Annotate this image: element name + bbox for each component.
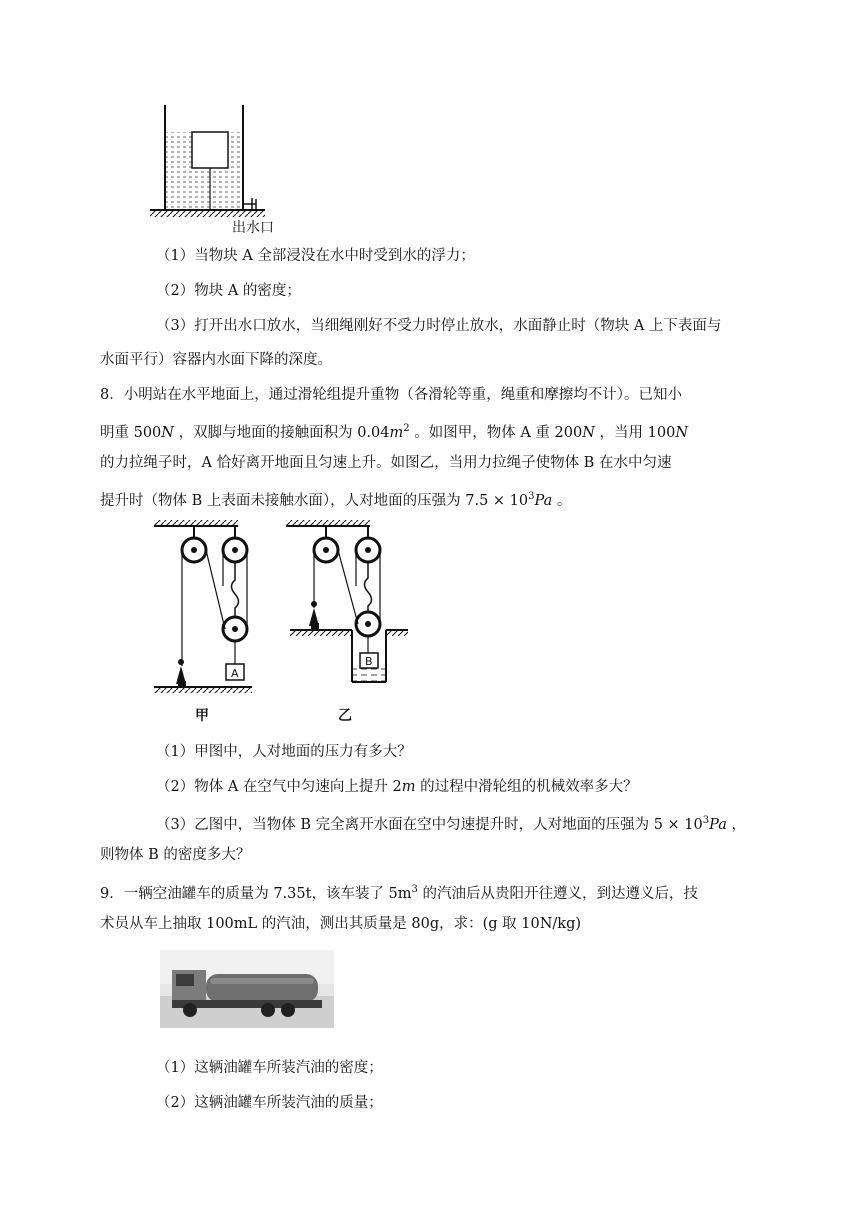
q9-part-1: （1）这辆油罐车所装汽油的密度； [156, 1060, 383, 1076]
q8-part-3-cont: 则物体 B 的密度多大？ [100, 847, 251, 863]
q9-part-2: （2）这辆油罐车所装汽油的质量； [156, 1095, 383, 1111]
object-b-label: B [365, 655, 373, 668]
q7-part-3-cont: 水面平行）容器内水面下降的深度。 [100, 352, 332, 368]
container-block-figure [140, 100, 300, 240]
q8-stem-line-4: 提升时（物体 B 上表面未接触水面），人对地面的压强为 $7.5 \times 10^3Pa$ 。 [100, 491, 572, 509]
person-icon [176, 659, 186, 687]
q7-part-3: （3）打开出水口放水，当细绳刚好不受力时停止放水，水面静止时（物块 A 上下表面与 [156, 318, 722, 334]
q8-stem-line-1: 8．小明站在水平地面上，通过滑轮组提升重物（各滑轮等重，绳重和摩擦均不计）。已知小 [100, 387, 682, 403]
q8-part-3: （3）乙图中，当物体 B 完全离开水面在空中匀速提升时，人对地面的压强为 $5 \times 10^3Pa$ ， [156, 815, 746, 833]
label-jia: 甲 [195, 708, 209, 724]
label-yi: 乙 [338, 708, 352, 724]
q9-stem-line-1: 9．一辆空油罐车的质量为 7.35t，该车装了 $5m^3$ 的汽油后从贵阳开往遵义，到达遵义后，技 [100, 884, 699, 902]
figure-jia [154, 520, 252, 724]
tanker-truck-photo [158, 944, 338, 1034]
object-a-label: A [231, 667, 239, 680]
outlet-label: 出水口 [232, 220, 274, 236]
q7-part-2: （2）物块 A 的密度； [156, 283, 301, 299]
figure-yi [286, 520, 408, 724]
pulley-figure [140, 516, 430, 728]
q8-part-1: （1）甲图中，人对地面的压力有多大？ [156, 744, 412, 760]
q7-part-1: （1）当物块 A 全部浸没在水中时受到水的浮力； [156, 248, 475, 264]
outlet-valve-icon [243, 198, 256, 210]
ground-hatch [150, 211, 265, 217]
person-icon [309, 601, 319, 630]
q8-stem-line-3: 的力拉绳子时，A 恰好离开地面且匀速上升。如图乙，当用力拉绳子使物体 B 在水中匀速 [100, 455, 672, 471]
q8-part-2: （2）物体 A 在空气中匀速向上提升 2m 的过程中滑轮组的机械效率多大？ [156, 779, 638, 795]
q9-stem-line-2: 术员从车上抽取 100mL 的汽油，测出其质量是 80g，求：(g 取 10N/kg) [100, 916, 582, 932]
q8-stem-line-2: 明重 500N ，双脚与地面的接触面积为 $0.04m^2$ 。如图甲，物体 A 重 200N ，当用 100N [100, 423, 689, 441]
block-a [192, 132, 228, 168]
